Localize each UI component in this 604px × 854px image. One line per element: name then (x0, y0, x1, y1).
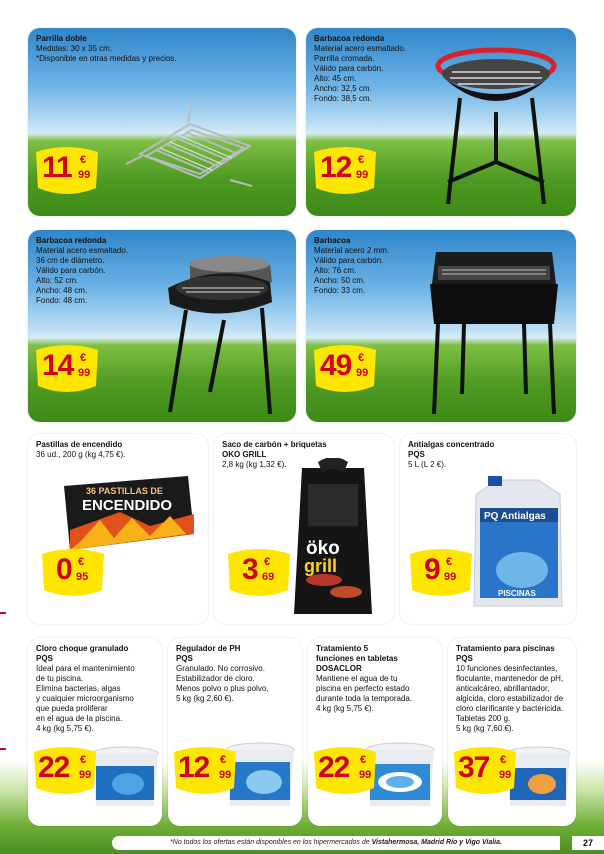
price-cents: 99 (359, 769, 372, 781)
product-detail: Fondo: 38,5 cm. (314, 94, 372, 103)
price-cents: 99 (78, 169, 91, 181)
price-cents: 99 (499, 769, 512, 781)
product-detail: Alto: 52 cm. (36, 276, 79, 285)
price-cents: 99 (356, 169, 369, 181)
product-detail: 4 kg (kg 5,75 €). (36, 724, 94, 733)
product-info (36, 440, 125, 460)
price-currency: € (80, 154, 87, 166)
product-card-saco-carbon[interactable] (214, 434, 394, 624)
product-detail: Ancho: 32,5 cm. (314, 84, 372, 93)
price-currency: € (220, 754, 227, 766)
bag-top-text: öko (306, 538, 340, 559)
charcoal-bag-image (288, 458, 378, 620)
price-currency: € (264, 556, 271, 568)
price-badge (408, 544, 474, 602)
product-detail: 5 kg (kg 2,60 €). (176, 694, 234, 703)
product-brand: PQS (408, 450, 425, 459)
product-detail: Medidas: 30 x 35 cm. (36, 44, 113, 53)
price-currency: € (80, 352, 87, 364)
jug-bottom-text: PISCINAS (498, 589, 536, 598)
price-cents: 95 (76, 571, 89, 583)
price-badge-shape (40, 544, 106, 602)
product-card-tratamiento-5-funciones[interactable] (308, 638, 442, 826)
product-info (314, 34, 406, 104)
price-badge-shape (408, 544, 474, 602)
product-detail: Elimina bacterias, algas (36, 684, 121, 693)
product-brand: DOSACLOR (316, 664, 362, 673)
availability-footnote (112, 836, 560, 850)
price-integer: 9 (424, 553, 440, 586)
product-detail: Material acero esmaltado. (36, 246, 129, 255)
product-detail: Tabletas 200 g. (456, 714, 511, 723)
price-badge (172, 742, 238, 800)
product-card-pastillas-encendido[interactable] (28, 434, 208, 624)
double-grill-image (120, 94, 260, 194)
price-badge (312, 742, 378, 800)
product-detail: Estabilizador de cloro. (176, 674, 255, 683)
product-brand: PQS (456, 654, 473, 663)
price-currency: € (80, 754, 87, 766)
product-detail: Fondo: 48 cm. (36, 296, 88, 305)
price-integer: 11 (42, 151, 72, 184)
price-currency: € (500, 754, 507, 766)
footnote-text: *No todos los ofertas están disponibles en los hipermercados de (170, 839, 370, 846)
product-detail: Material acero esmaltado. (314, 44, 407, 53)
product-detail: y cualquier microorganismo (36, 694, 134, 703)
price-badge (34, 340, 100, 398)
price-integer: 14 (42, 349, 74, 382)
product-detail: piscina en perfecto estado (316, 684, 410, 693)
product-detail: Parrilla cromada. (314, 54, 375, 63)
price-cents: 69 (262, 571, 275, 583)
price-badge (40, 544, 106, 602)
product-detail: floculante, mantenedor de pH, (456, 674, 564, 683)
product-info (314, 236, 389, 296)
price-cents: 99 (219, 769, 232, 781)
price-integer: 22 (38, 751, 70, 784)
product-info (456, 644, 563, 734)
box-main-text: ENCENDIDO (82, 497, 173, 514)
product-card-barbacoa[interactable] (306, 230, 576, 422)
product-title: Regulador de PH (176, 644, 241, 653)
price-integer: 12 (320, 151, 352, 184)
price-badge (312, 340, 378, 398)
price-badge (226, 544, 292, 602)
product-card-tratamiento-piscinas[interactable] (448, 638, 576, 826)
product-detail: Menos polvo o plus polvo, (176, 684, 269, 693)
price-integer: 3 (242, 553, 258, 586)
product-detail: 5 kg (kg 7,60 €). (456, 724, 514, 733)
product-detail: que pueda proliferar (36, 704, 108, 713)
rectangular-barbecue-image (424, 244, 564, 418)
price-badge (312, 142, 378, 200)
product-info (176, 644, 269, 704)
product-title: Tratamiento 5 (316, 644, 369, 653)
product-detail: en el agua de la piscina. (36, 714, 123, 723)
product-title: Parrilla doble (36, 34, 87, 43)
chlorine-bucket-image (90, 746, 160, 810)
product-detail: Ancho: 48 cm. (36, 286, 88, 295)
product-detail: Mantiene el agua de tu (316, 674, 398, 683)
price-integer: 37 (458, 751, 490, 784)
kettle-barbecue-image (160, 242, 288, 418)
product-detail: Material acero 2 mm. (314, 246, 390, 255)
price-badge (34, 142, 100, 200)
price-badge (452, 742, 518, 800)
product-card-barbacoa-redonda-1[interactable] (306, 28, 576, 216)
product-title-line-2: funciones en tabletas (316, 654, 398, 663)
product-detail: Alto: 45 cm. (314, 74, 357, 83)
price-cents: 99 (356, 367, 369, 379)
product-title: Cloro choque granulado (36, 644, 129, 653)
price-currency: € (358, 352, 365, 364)
product-card-parrilla-doble[interactable] (28, 28, 296, 216)
product-detail: 4 kg (kg 5,75 €). (316, 704, 374, 713)
product-info (408, 440, 494, 470)
price-badge-shape (226, 544, 292, 602)
product-title: Barbacoa (314, 236, 351, 245)
product-info (316, 644, 412, 714)
product-detail: Alto: 76 cm. (314, 266, 357, 275)
product-detail: durante toda la temporada. (316, 694, 413, 703)
product-detail: Fondo: 33 cm. (314, 286, 366, 295)
product-detail: cloro clarificante y bactericida. (456, 704, 564, 713)
product-detail: Válido para carbón. (314, 64, 384, 73)
product-card-regulador-ph[interactable] (168, 638, 302, 826)
product-detail: 36 ud., 200 g (kg 4,75 €). (36, 450, 126, 459)
product-detail: de tu piscina. (36, 674, 84, 683)
product-detail: Ancho: 50 cm. (314, 276, 366, 285)
product-title: Barbacoa redonda (36, 236, 107, 245)
price-currency: € (358, 154, 365, 166)
price-cents: 99 (444, 571, 457, 583)
product-info (36, 34, 177, 64)
price-integer: 12 (178, 751, 210, 784)
product-title: Tratamiento para piscinas (456, 644, 555, 653)
price-badge (32, 742, 98, 800)
product-detail: *Disponible en otras medidas y precios. (36, 54, 177, 63)
product-brand: PQS (36, 654, 53, 663)
price-currency: € (360, 754, 367, 766)
product-brand: PQS (176, 654, 193, 663)
box-top-text: 36 PASTILLAS DE (86, 486, 163, 496)
product-detail: Granulado. No corrosivo. (176, 664, 265, 673)
price-integer: 49 (320, 349, 352, 382)
product-card-antialgas[interactable] (400, 434, 576, 624)
price-cents: 99 (78, 367, 91, 379)
product-card-cloro-choque[interactable] (28, 638, 162, 826)
price-cents: 99 (79, 769, 92, 781)
product-detail: anticalcáreo, abrillantador, (456, 684, 550, 693)
product-detail: 10 funciones desinfectantes, (456, 664, 558, 673)
footnote-stores: Vistahermosa, Madrid Río y Vigo Vialia. (371, 839, 502, 846)
price-integer: 22 (318, 751, 350, 784)
product-title: Pastillas de encendido (36, 440, 123, 449)
page-number: 27 (572, 836, 604, 850)
page-edge-mark (0, 612, 6, 614)
product-detail: Ideal para el mantenimiento (36, 664, 135, 673)
price-integer: 0 (56, 553, 72, 586)
price-currency: € (446, 556, 453, 568)
product-detail: 36 cm de diámetro. (36, 256, 105, 265)
jug-label-text: PQ Antialgas (484, 511, 546, 522)
product-title: Antialgas concentrado (408, 440, 495, 449)
product-card-barbacoa-redonda-2[interactable] (28, 230, 296, 422)
product-detail: algicida, cloro estabilizador de (456, 694, 564, 703)
product-detail: Válido para carbón. (314, 256, 384, 265)
product-info (36, 644, 135, 734)
product-detail: Válido para carbón. (36, 266, 106, 275)
product-brand: OKO GRILL (222, 450, 267, 459)
product-info (36, 236, 128, 306)
round-barbecue-image (430, 42, 564, 212)
product-detail: 2,8 kg (kg 1,32 €). (222, 460, 287, 469)
price-currency: € (78, 556, 85, 568)
product-detail: 5 L (L 2 €). (408, 460, 447, 469)
product-title: Barbacoa redonda (314, 34, 385, 43)
bag-bottom-text: grill (304, 556, 338, 576)
antialgae-jug-image (468, 474, 568, 610)
page-edge-mark (0, 748, 6, 750)
product-title: Saco de carbón + briquetas (222, 440, 327, 449)
